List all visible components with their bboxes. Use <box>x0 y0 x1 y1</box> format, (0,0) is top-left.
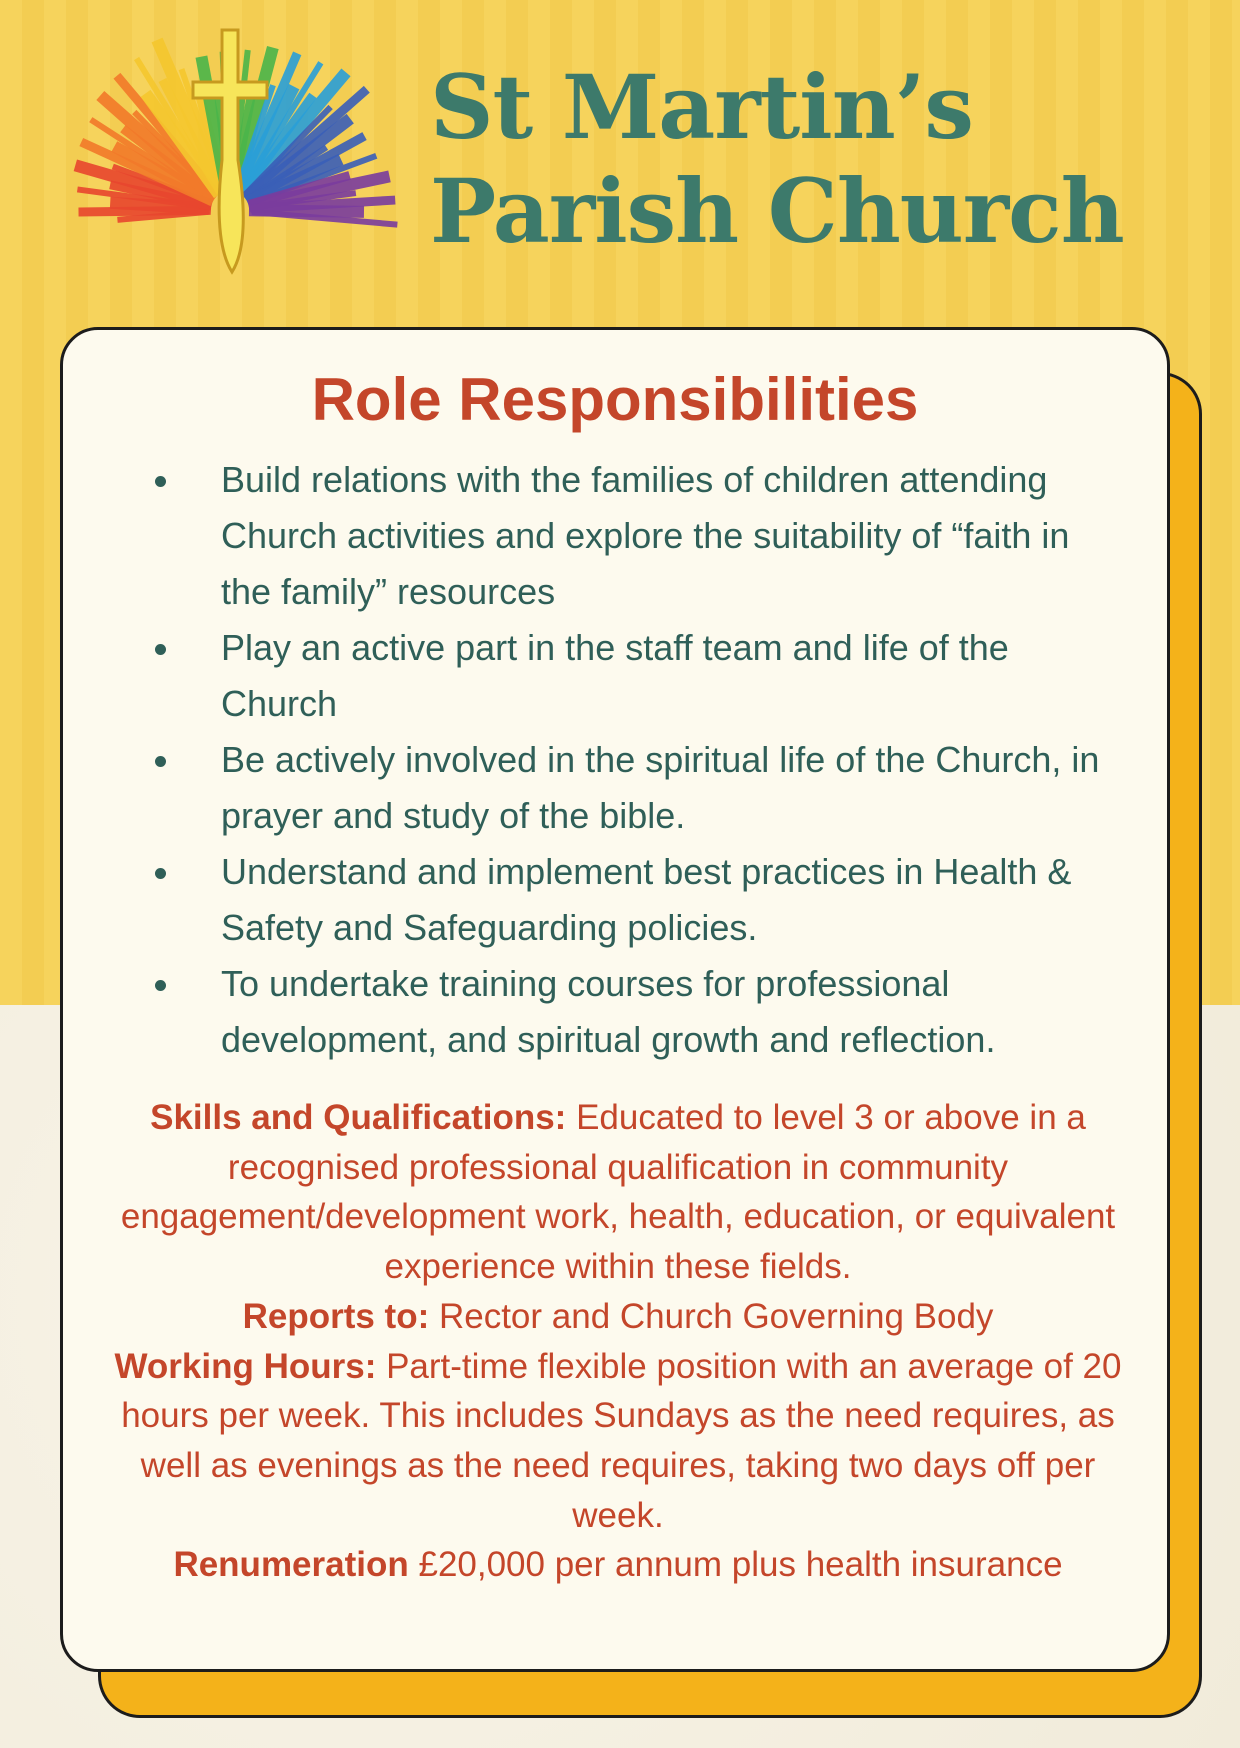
list-item-text: To undertake training courses for professional development, and spiritual growth and reflection. <box>221 963 996 1060</box>
list-item <box>115 732 1125 844</box>
skills-label: Skills and Qualifications: <box>150 1098 567 1137</box>
rainbow-cross-logo-icon <box>45 10 445 310</box>
reports-paragraph <box>103 1292 1133 1342</box>
hours-paragraph <box>103 1342 1133 1541</box>
list-item <box>115 956 1125 1068</box>
title-line-2: Parish Church <box>430 159 1124 263</box>
section-heading: Role Responsibilities <box>311 366 919 433</box>
pay-paragraph <box>103 1540 1133 1590</box>
reports-text: Rector and Church Governing Body <box>429 1296 994 1336</box>
list-item-text: Build relations with the families of children attending Church activities and explore the suitability of “faith in the family” resources <box>221 459 1070 612</box>
list-item-text: Be actively involved in the spiritual life of the Church, in prayer and study of the bible. <box>221 739 1100 836</box>
list-item <box>115 452 1125 620</box>
bullet-icon <box>155 868 166 879</box>
hours-text: Part-time flexible position with an average of 20 hours per week. This includes Sundays as the need requires, as well as evenings as the need requires, taking two days off per week. <box>121 1346 1122 1535</box>
bullet-icon <box>155 756 166 767</box>
list-item <box>115 620 1125 732</box>
list-item-text: Understand and implement best practices in Health & Safety and Safeguarding policies. <box>221 851 1072 948</box>
title-line-1: St Martin’s <box>430 55 973 159</box>
list-item-text: Play an active part in the staff team and life of the Church <box>221 627 1009 724</box>
reports-label: Reports to: <box>242 1296 430 1336</box>
pay-label: Renumeration <box>173 1545 409 1585</box>
page-title <box>430 55 1124 263</box>
skills-paragraph <box>103 1093 1133 1292</box>
bullet-icon <box>155 980 166 991</box>
job-details <box>103 1093 1133 1590</box>
pay-text: £20,000 per annum plus health insurance <box>408 1545 1063 1585</box>
bullet-icon <box>155 644 166 655</box>
hours-label: Working Hours: <box>114 1346 377 1386</box>
list-item <box>115 844 1125 956</box>
responsibilities-list <box>115 452 1125 1068</box>
skills-text: Educated to level 3 or above in a recognised professional qualification in community engagement/development work, health, education, or equivalent experience within these fields. <box>120 1098 1116 1287</box>
bullet-icon <box>155 476 166 487</box>
content-card <box>60 327 1170 1672</box>
